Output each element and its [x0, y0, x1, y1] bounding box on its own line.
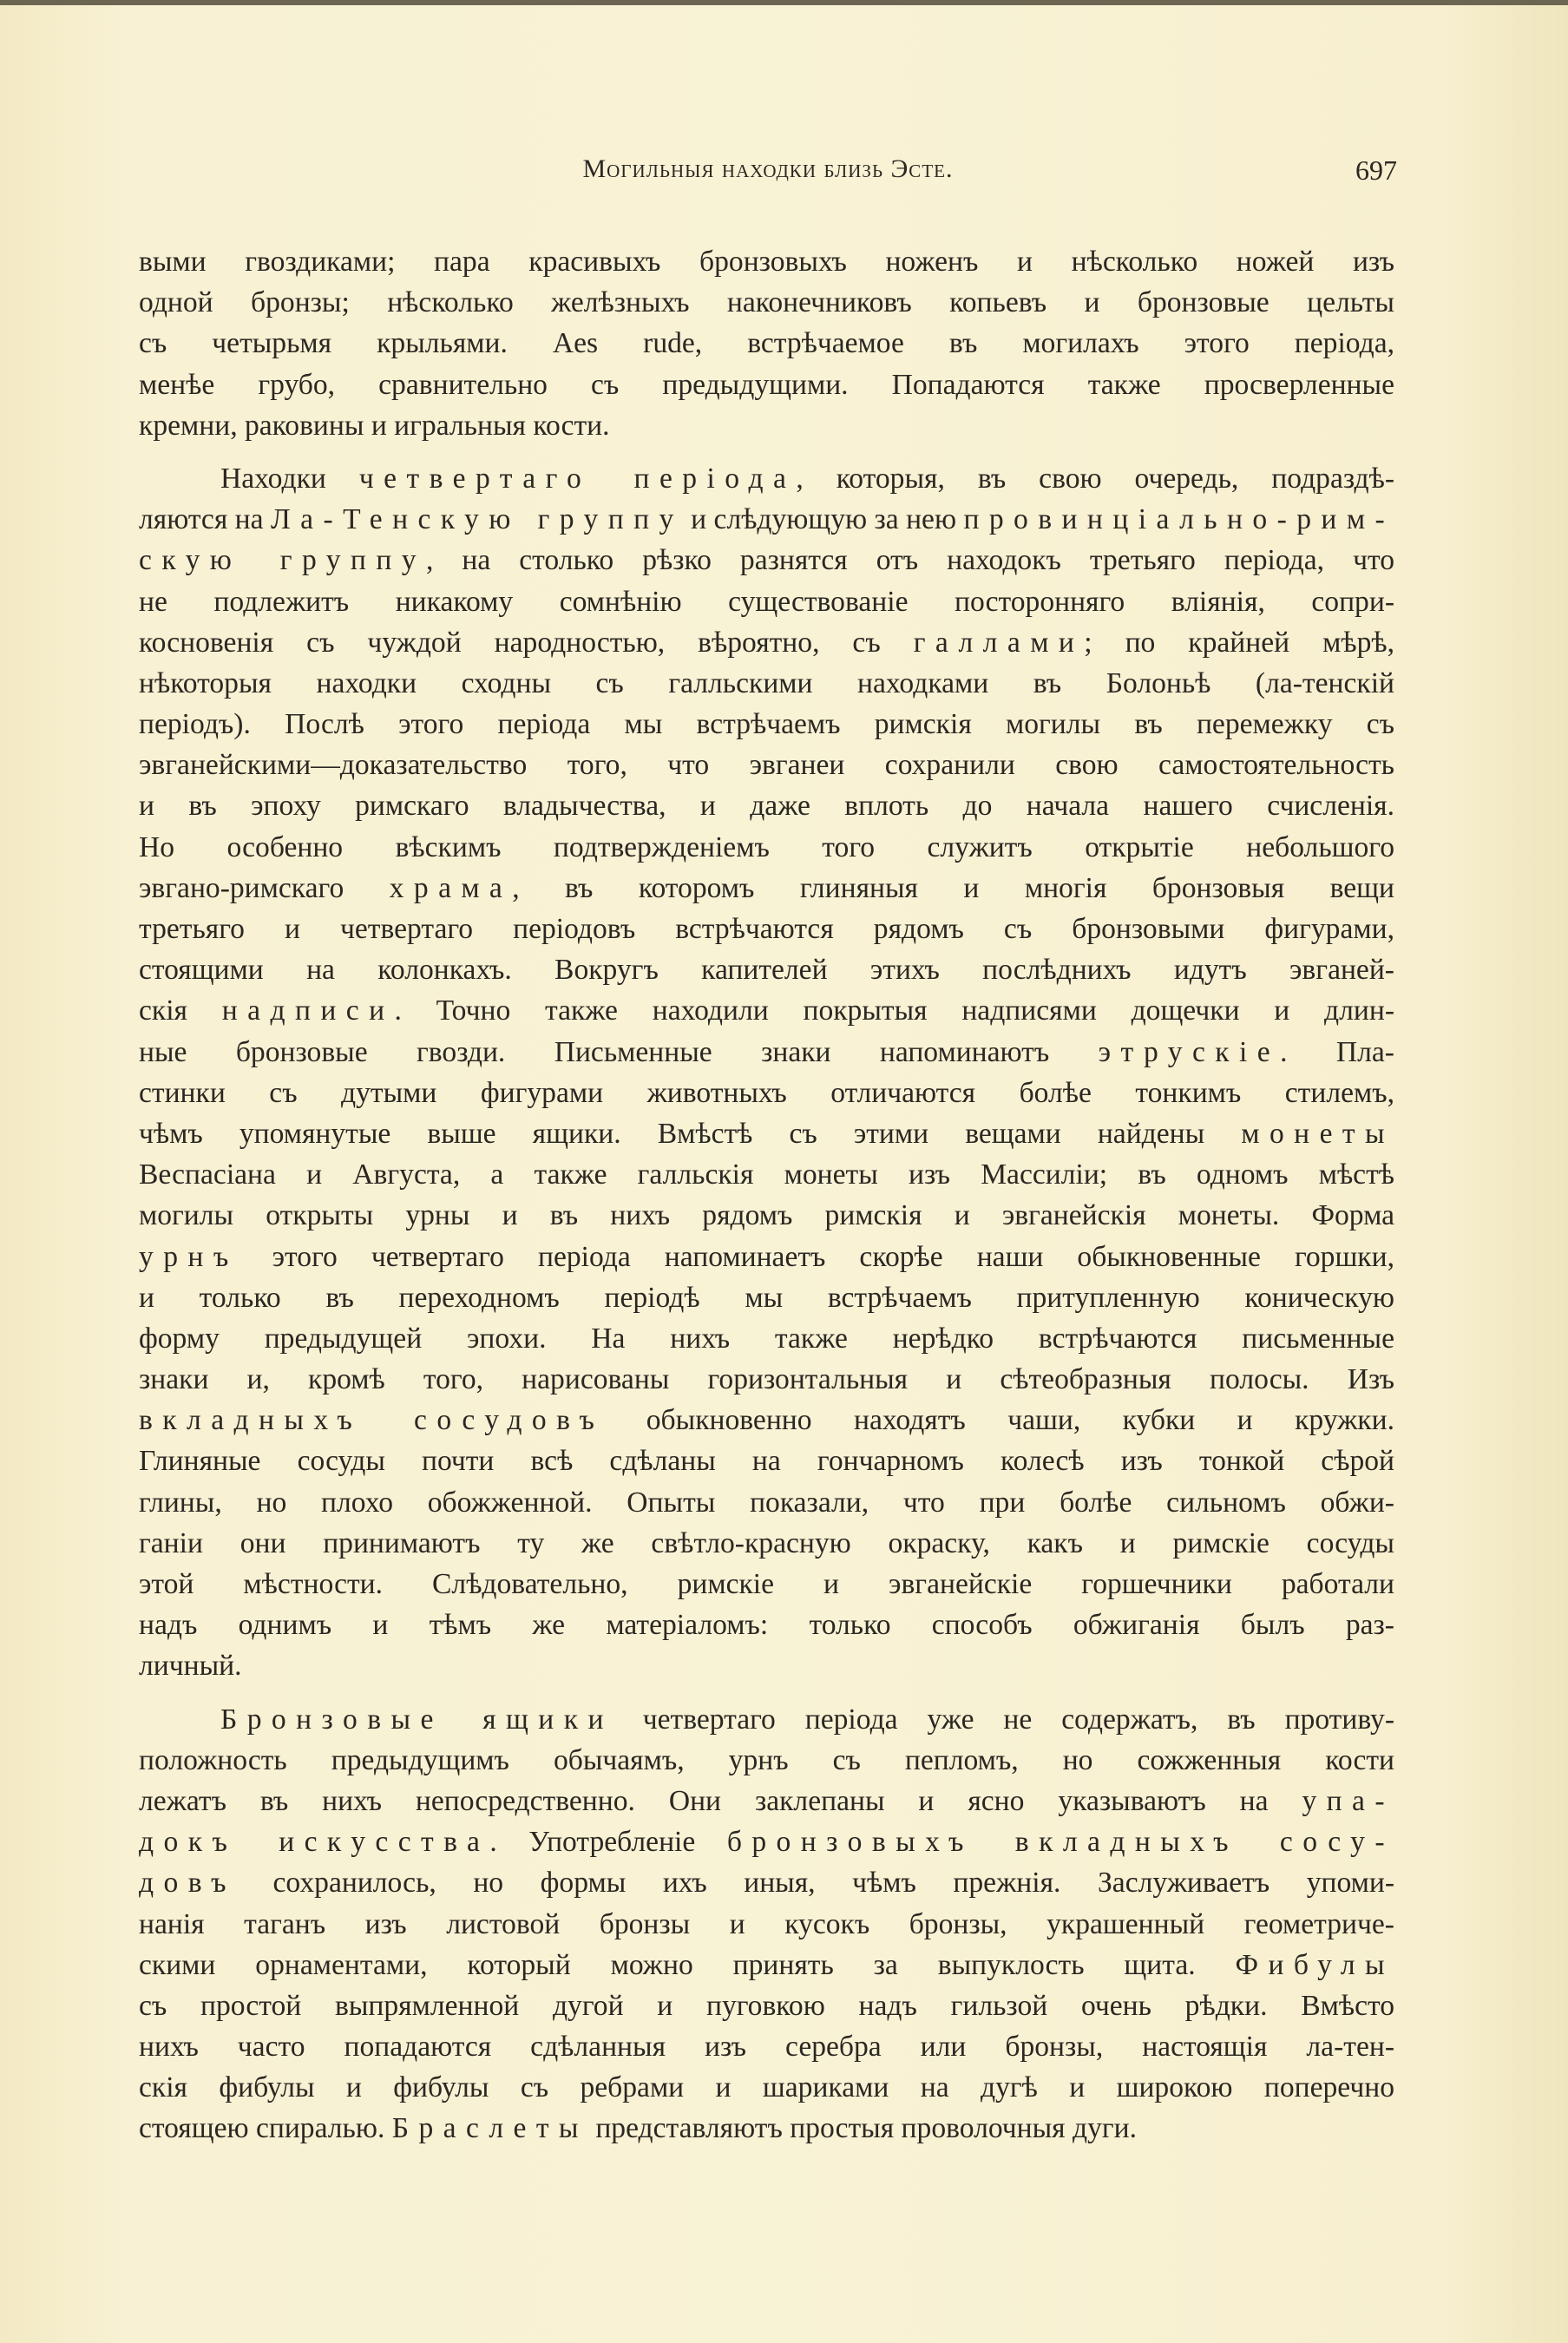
text-run: обыкновенно находятъ чаши, кубки и кружки. [604, 1404, 1394, 1437]
text-run: съ четырьмя крыльями. Aes rude, встрѣчаемое въ могилахъ этого періода, [139, 327, 1394, 360]
text-line [139, 2108, 1394, 2149]
text-run: надъ однимъ и тѣмъ же матеріаломъ: только способъ обжиганія былъ раз- [139, 1609, 1394, 1642]
running-title: Могильныя находки близь Эсте. [582, 154, 954, 183]
spaced-emphasis: урнъ [139, 1240, 239, 1273]
text-line [139, 785, 1394, 826]
text-run: представляютъ простыя проволочныя дуги. [587, 2112, 1138, 2145]
text-line [139, 663, 1394, 704]
page-number: 697 [1355, 154, 1397, 186]
text-line [139, 241, 1394, 282]
text-run: этой мѣстности. Слѣдовательно, римскіе и эвганейскіе горшечники работали [139, 1568, 1394, 1600]
text-run: ляются на [139, 503, 271, 536]
text-line [139, 1821, 1394, 1862]
text-run: третьяго и четвертаго періодовъ встрѣчаются рядомъ съ бронзовыми фигурами, [139, 913, 1394, 945]
text-line [139, 1645, 1394, 1686]
spaced-emphasis: этрускіе [1098, 1035, 1281, 1068]
text-line [139, 745, 1394, 785]
spaced-emphasis: бронзовыхъ вкладныхъ сосу- [726, 1826, 1394, 1859]
text-line [139, 499, 1394, 540]
spaced-emphasis: галлами [913, 626, 1085, 659]
paragraph [139, 458, 1394, 1687]
text-run: ; по крайней мѣрѣ, [1084, 626, 1394, 659]
text-line [139, 1904, 1394, 1945]
spaced-emphasis: упа- [1302, 1784, 1394, 1817]
text-run: нанія таганъ изъ листовой бронзы и кусокъ бронзы, украшенный геометриче- [139, 1907, 1394, 1940]
text-run: одной бронзы; нѣсколько желѣзныхъ наконечниковъ копьевъ и бронзовые цельты [139, 286, 1394, 319]
text-line [139, 1400, 1394, 1441]
spaced-emphasis: храма [389, 871, 513, 904]
text-run: знаки и, кромѣ того, нарисованы горизонтальныя и сѣтеобразныя полосы. Изъ [139, 1363, 1394, 1396]
spaced-emphasis: монеты [1241, 1117, 1394, 1150]
text-run: выми гвоздиками; пара красивыхъ бронзовыхъ ноженъ и нѣсколько ножей изъ [139, 246, 1394, 278]
text-run: косновенія съ чуждой народностью, вѣроятно, съ [139, 626, 914, 659]
text-run: скія [139, 994, 222, 1027]
spaced-emphasis: Браслеты [391, 2112, 588, 2145]
spaced-emphasis: довъ [139, 1867, 236, 1900]
text-line [139, 1564, 1394, 1605]
text-run: и слѣдующую за нею [683, 503, 964, 536]
spaced-emphasis: вкладныхъ сосудовъ [139, 1404, 605, 1437]
text-run: форму предыдущей эпохи. На нихъ также нерѣдко встрѣчаются письменные [139, 1322, 1394, 1355]
text-line [139, 282, 1394, 323]
text-run: Находки [220, 462, 359, 495]
text-line [139, 323, 1394, 364]
text-run: этого четвертаго періода напоминаетъ скорѣе наши обыкновенные горшки, [238, 1240, 1394, 1273]
spaced-emphasis: провинціально-рим- [963, 503, 1395, 536]
text-line [139, 1781, 1394, 1821]
spaced-emphasis: Ла-Тенскую группу [270, 503, 684, 536]
text-line [139, 458, 1394, 499]
spaced-emphasis: четвертаго періода [358, 462, 797, 495]
text-run: глины, но плохо обожженной. Опыты показали, что при болѣе сильномъ обжи- [139, 1486, 1394, 1519]
text-run: личный. [139, 1650, 242, 1683]
text-line [139, 1862, 1394, 1903]
spaced-emphasis: Фибулы [1235, 1948, 1394, 1981]
text-run: менѣе грубо, сравнительно съ предыдущими. Попадаются также просверленные [139, 368, 1394, 401]
text-line [139, 1945, 1394, 1985]
text-line [139, 2067, 1394, 2108]
text-run: періодъ). Послѣ этого періода мы встрѣчаемъ римскія могилы въ перемежку съ [139, 708, 1394, 741]
text-run: скія фибулы и фибулы съ ребрами и шариками на дугѣ и широкою поперечно [139, 2071, 1394, 2104]
text-run: съ простой выпрямленной дугой и пуговкою надъ гильзой очень рѣдки. Вмѣсто [139, 1989, 1394, 2022]
text-run: кремни, раковины и игральныя кости. [139, 409, 610, 442]
spaced-emphasis: скую группу [139, 544, 426, 577]
text-line [139, 364, 1394, 405]
text-line [139, 1032, 1394, 1073]
text-line [139, 1113, 1394, 1154]
text-run: Но особенно вѣскимъ подтвержденіемъ того служитъ открытіе небольшого [139, 830, 1394, 863]
text-run: сохранилось, но формы ихъ иныя, чѣмъ прежнія. Заслуживаетъ упоми- [235, 1867, 1394, 1900]
text-run: . Употребленіе [489, 1826, 727, 1859]
text-run: . Пла- [1280, 1035, 1394, 1068]
text-run: , которыя, въ свою очередь, подраздѣ- [796, 462, 1394, 495]
text-run: чѣмъ упомянутые выше ящики. Вмѣстѣ съ этими вещами найдены [139, 1117, 1242, 1150]
text-run: и въ эпоху римскаго владычества, и даже вплоть до начала нашего счисленія. [139, 790, 1394, 823]
text-line [139, 827, 1394, 868]
text-line [139, 1237, 1394, 1277]
text-line [139, 2026, 1394, 2067]
body-text [139, 241, 1394, 2149]
text-line [139, 1195, 1394, 1236]
text-line [139, 1523, 1394, 1564]
text-line [139, 704, 1394, 745]
text-run: стинки съ дутыми фигурами животныхъ отличаются болѣе тонкимъ стилемъ, [139, 1076, 1394, 1109]
text-run: Веспасіана и Августа, а также галльскія монеты изъ Массиліи; въ одномъ мѣстѣ [139, 1158, 1394, 1191]
text-line [139, 990, 1394, 1031]
paragraph [139, 241, 1394, 446]
text-line [139, 909, 1394, 949]
text-run: , въ которомъ глиняныя и многія бронзовыя вещи [512, 871, 1395, 904]
text-run: нихъ часто попадаются сдѣланныя изъ серебра или бронзы, настоящія ла-тен- [139, 2031, 1394, 2064]
spaced-emphasis: надписи [221, 994, 395, 1027]
text-line [139, 581, 1394, 622]
running-head [139, 154, 1397, 198]
text-run: эвганейскими—доказательство того, что эвганеи сохранили свою самостоятельность [139, 749, 1394, 782]
text-run: четвертаго періода уже не содержатъ, въ противу- [613, 1703, 1394, 1736]
text-run: , на столько рѣзко разнятся отъ находокъ третьяго періода, что [425, 544, 1394, 577]
text-line [139, 868, 1394, 909]
text-run: лежатъ въ нихъ непосредственно. Они заклепаны и ясно указываютъ на [139, 1784, 1302, 1817]
text-run: могилы открыты урны и въ нихъ рядомъ римскія и эвганейскія монеты. Форма [139, 1199, 1394, 1232]
text-run: стоящими на колонкахъ. Вокругъ капителей этихъ послѣднихъ идутъ эвганей- [139, 954, 1394, 987]
spaced-emphasis: Бронзовые ящики [220, 1703, 613, 1736]
text-run: Глиняные сосуды почти всѣ сдѣланы на гончарномъ колесѣ изъ тонкой сѣрой [139, 1445, 1394, 1478]
text-line [139, 1318, 1394, 1359]
text-line [139, 949, 1394, 990]
text-run: нѣкоторыя находки сходны съ галльскими находками въ Болоньѣ (ла-тенскій [139, 666, 1394, 699]
text-line [139, 1073, 1394, 1113]
text-line [139, 1482, 1394, 1523]
text-line [139, 1441, 1394, 1481]
text-run: ганіи они принимаютъ ту же свѣтло-красную окраску, какъ и римскіе сосуды [139, 1526, 1394, 1559]
text-run: эвгано-римскаго [139, 871, 390, 904]
text-line [139, 540, 1394, 581]
text-line [139, 1359, 1394, 1400]
paragraph [139, 1699, 1394, 2149]
text-run: ные бронзовые гвозди. Письменные знаки напоминаютъ [139, 1035, 1099, 1068]
text-line [139, 622, 1394, 663]
text-run: скими орнаментами, который можно принять за выпуклость щита. [139, 1948, 1236, 1981]
text-line [139, 1740, 1394, 1781]
spaced-emphasis: докъ искусства [139, 1826, 490, 1859]
text-run: . Точно также находили покрытыя надписями дощечки и длин- [394, 994, 1394, 1027]
text-run: положность предыдущимъ обычаямъ, урнъ съ пепломъ, но сожженныя кости [139, 1743, 1394, 1776]
text-line [139, 1985, 1394, 2026]
page-top-edge [0, 0, 1568, 5]
text-line [139, 1699, 1394, 1740]
text-line [139, 1154, 1394, 1195]
text-line [139, 405, 1394, 446]
text-run: и только въ переходномъ періодѣ мы встрѣчаемъ притупленную коническую [139, 1281, 1394, 1314]
text-line [139, 1605, 1394, 1645]
text-run: стоящею спиралью. [139, 2112, 392, 2145]
text-run: не подлежитъ никакому сомнѣнію существованіе посторонняго вліянія, сопри- [139, 585, 1394, 618]
text-line [139, 1277, 1394, 1318]
